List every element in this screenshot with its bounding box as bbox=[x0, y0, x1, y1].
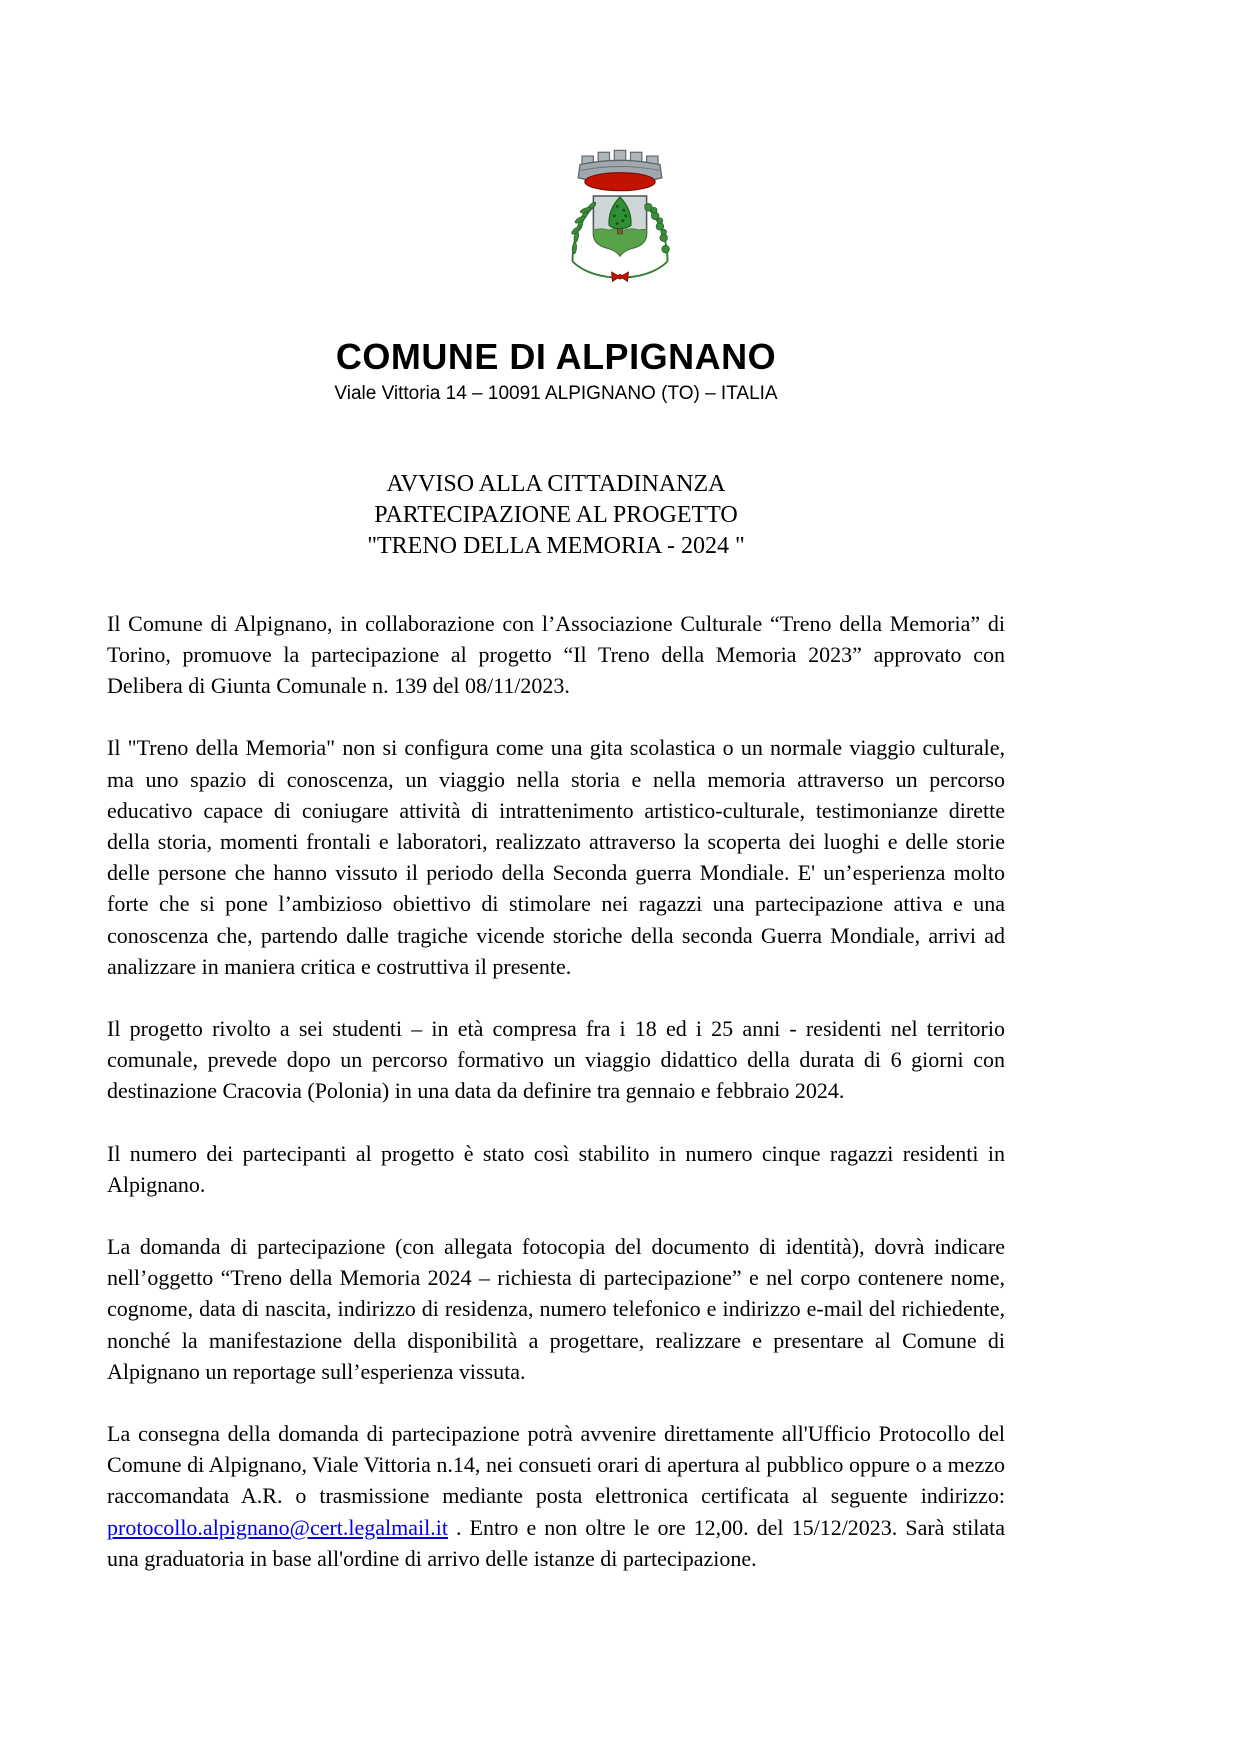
paragraph-project-description: Il "Treno della Memoria" non si configura come una gita scolastica o un normale viaggio culturale, ma uno spazio di conoscenza, un viaggio nella storia e nella memoria attraverso un percorso educativo capace di coniugare attività di intrattenimento artistico-culturale, testimonianze dirette della storia, momenti frontali e laboratori, realizzato attraverso la scoperta dei luoghi e delle storie delle persone che hanno vissuto il periodo della Seconda guerra Mondiale. E' un’esperienza molto forte che si pone l’ambizioso obiettivo di stimolare nei ragazzi una partecipazione attiva e una conoscenza che, partendo dalle tragiche vicende storiche della seconda Guerra Mondiale, arrivi ad analizzare in maniera critica e costruttiva il presente. bbox=[107, 735, 1005, 979]
shield-icon bbox=[593, 196, 646, 256]
submission-text-pre: La consegna della domanda di partecipazione potrà avvenire direttamente all'Ufficio Protocollo del Comune di Alpignano, Viale Vittoria n.14, nei consueti orari di apertura al pubblico oppure o a mezzo raccomandata A.R. o trasmissione mediante posta elettronica certificata al seguente indirizzo: bbox=[107, 1421, 1005, 1509]
municipal-crest bbox=[0, 0, 1240, 290]
address-line: Viale Vittoria 14 – 10091 ALPIGNANO (TO) – ITALIA bbox=[334, 382, 778, 404]
notice-line-2: PARTECIPAZIONE AL PROGETTO bbox=[374, 501, 738, 528]
notice-line-3: "TRENO DELLA MEMORIA - 2024 " bbox=[367, 532, 745, 559]
ribbon-icon bbox=[573, 262, 668, 282]
submission-text-post: . Entro e non oltre le ore 12,00. del 15/12/2023. Sarà stilata una graduatoria in base all'ordine di arrivo delle istanze di partecipazione. bbox=[107, 1514, 1005, 1571]
paragraph-participants-number: Il numero dei partecipanti al progetto è stato così stabilito in numero cinque ragazzi residenti in Alpignano. bbox=[107, 1140, 1005, 1197]
paragraph-intro: Il Comune di Alpignano, in collaborazione con l’Associazione Culturale “Treno della Memoria” di Torino, promuove la partecipazione al progetto “Il Treno della Memoria 2023” approvato con Delibera di Giunta Comunale n. 139 del 08/11/2023. bbox=[107, 610, 1005, 699]
notice-heading bbox=[107, 469, 1005, 562]
pec-email-link[interactable]: protocollo.alpignano@cert.legalmail.it bbox=[107, 1514, 448, 1540]
letterhead bbox=[107, 338, 1005, 405]
coat-of-arms-icon bbox=[544, 138, 696, 290]
paragraph-application-requirements: La domanda di partecipazione (con allegata fotocopia del documento di identità), dovrà indicare nell’oggetto “Treno della Memoria 2024 – richiesta di partecipazione” e nel corpo contenere nome, cognome, data di nascita, indirizzo di residenza, numero telefonico e indirizzo e-mail del richiedente, nonché la manifestazione della disponibilità a progettare, realizzare e presentare al Comune di Alpignano un reportage sull’esperienza vissuta. bbox=[107, 1234, 1005, 1384]
paragraph-eligibility: Il progetto rivolto a sei studenti – in età compresa fra i 18 ed i 25 anni - residenti nel territorio comunale, prevede dopo un percorso formativo un viaggio didattico della durata di 6 giorni con destinazione Cracovia (Polonia) in una data da definire tra gennaio e febbraio 2024. bbox=[107, 1016, 1005, 1104]
notice-line-1: AVVISO ALLA CITTADINANZA bbox=[386, 470, 726, 497]
page-title: COMUNE DI ALPIGNANO bbox=[335, 336, 777, 377]
mural-crown-icon bbox=[578, 150, 662, 190]
notice-body bbox=[107, 608, 1005, 1574]
oak-branch-icon bbox=[645, 204, 670, 262]
paragraph-submission bbox=[107, 1418, 1005, 1574]
